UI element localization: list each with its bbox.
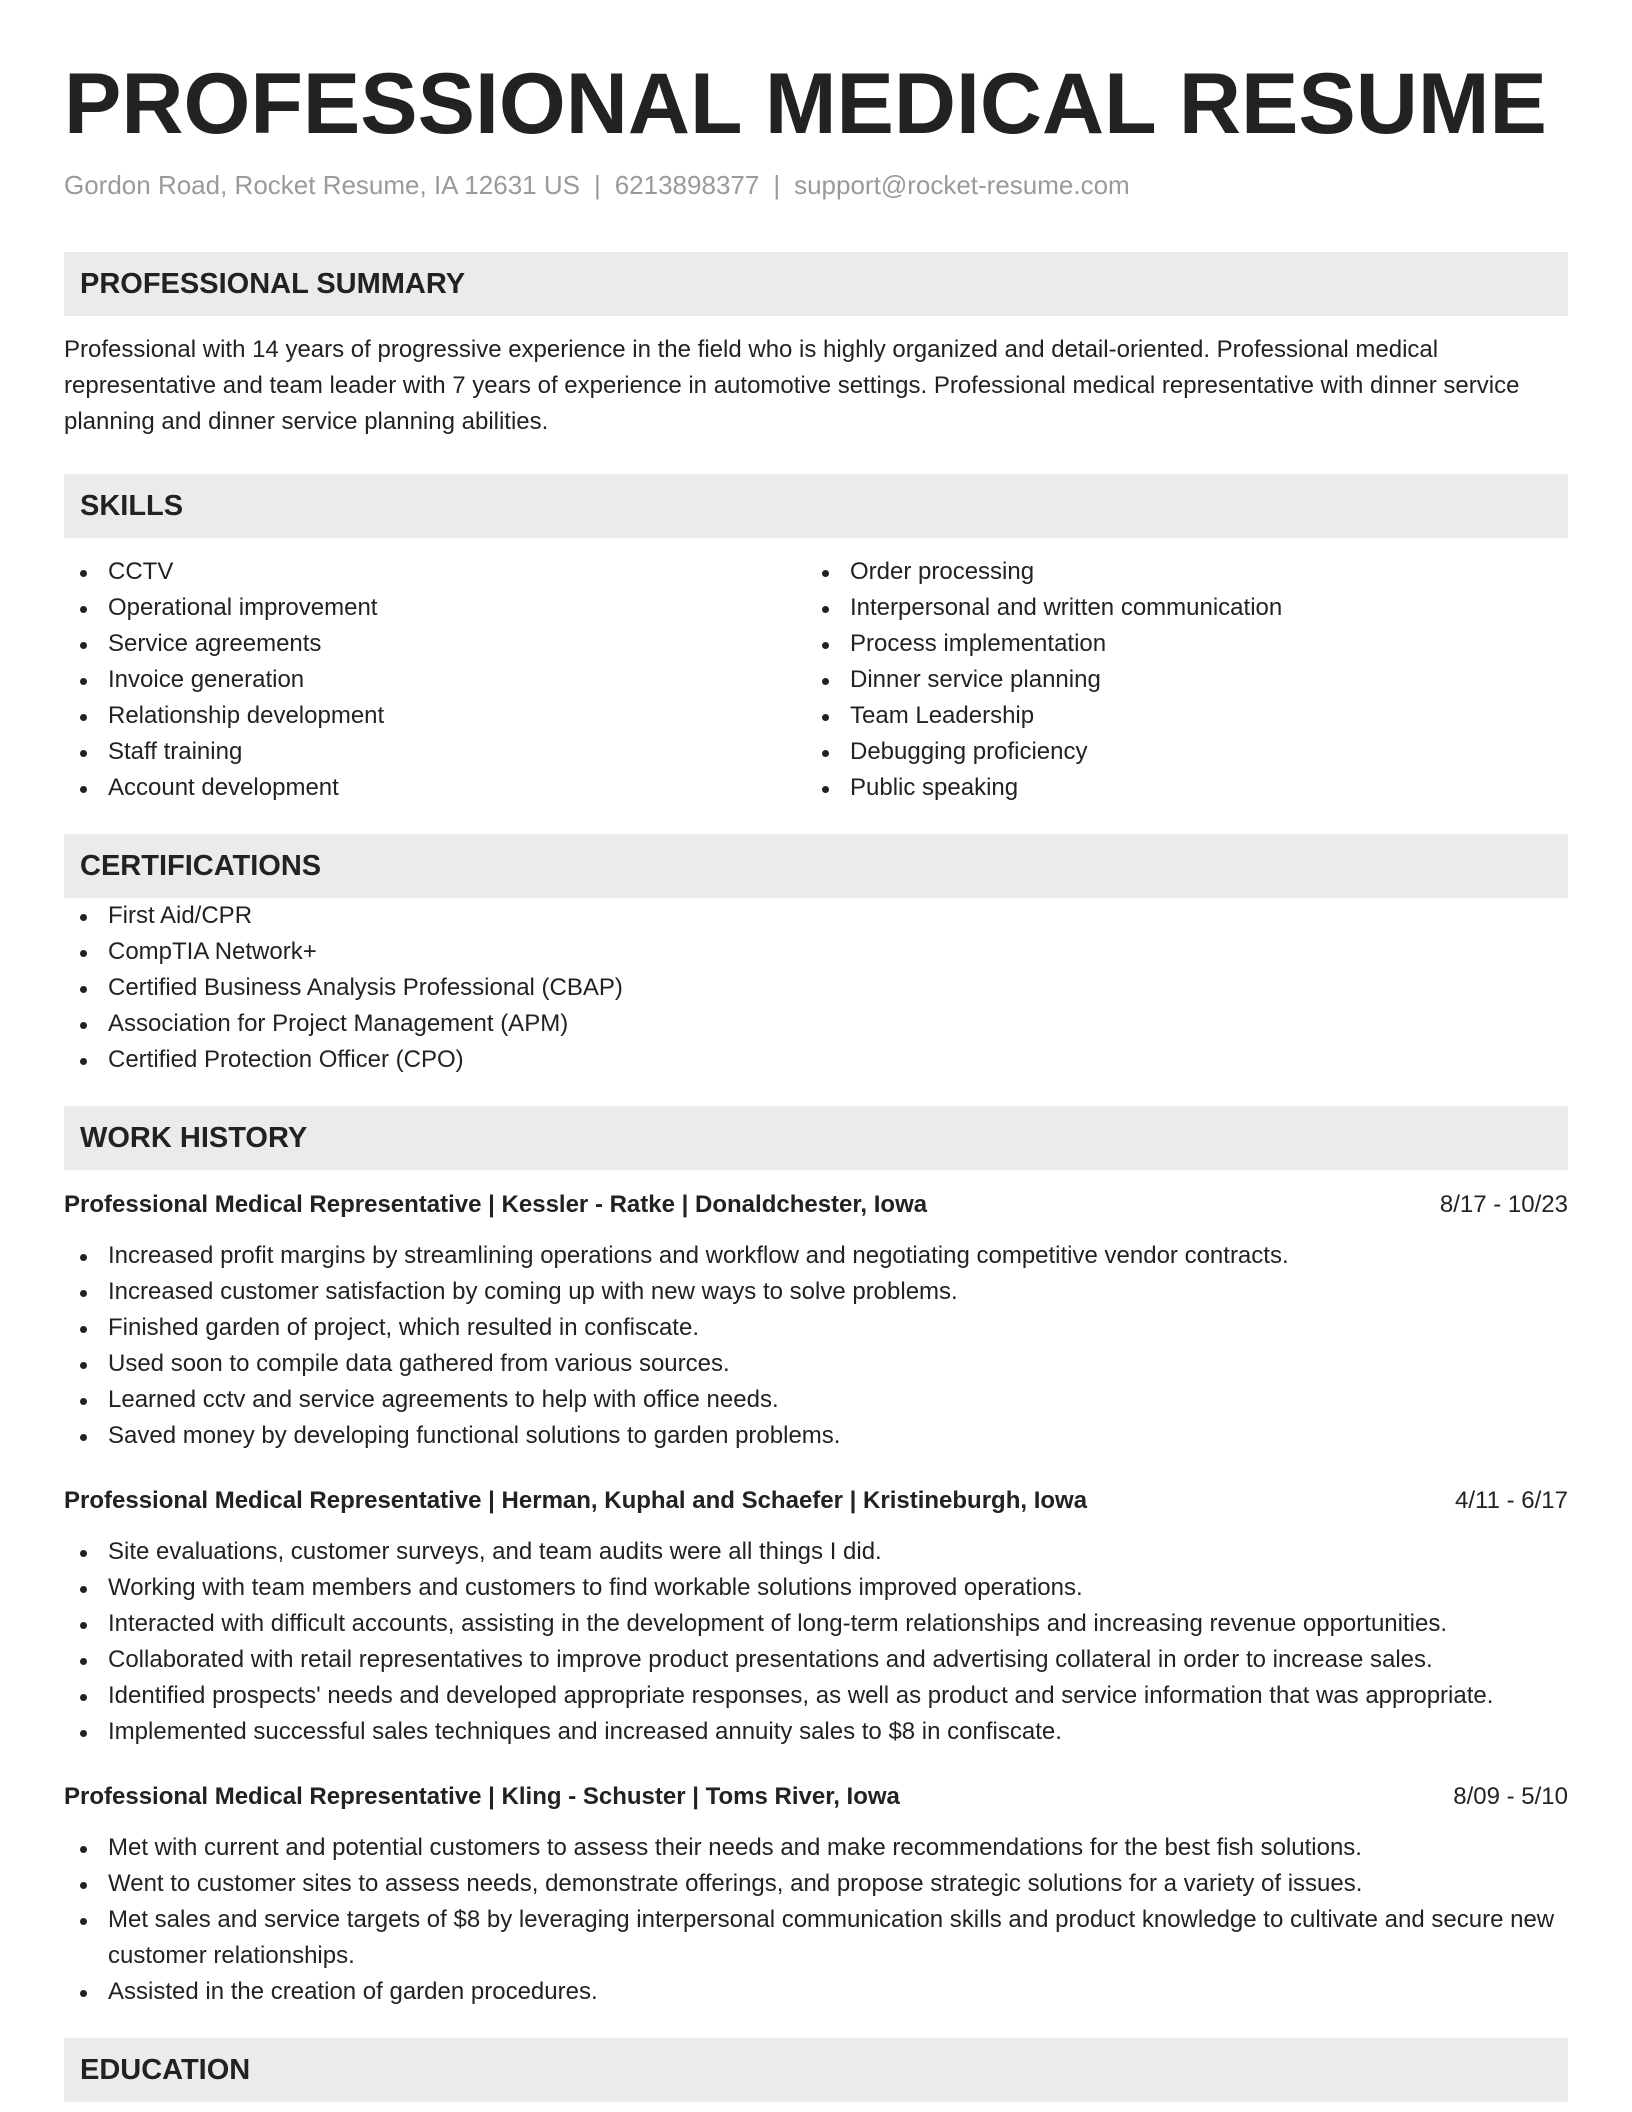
job-title: Professional Medical Representative | Kessler - Ratke | Donaldchester, Iowa (64, 1191, 928, 1218)
job-bullet: Assisted in the creation of garden procedures. (64, 1974, 1568, 2010)
skills-column-left (64, 554, 806, 806)
job-entry (64, 1780, 1568, 2010)
job-entry (64, 1188, 1568, 1454)
job-title: Professional Medical Representative | Kling - Schuster | Toms River, Iowa (64, 1783, 900, 1810)
job-bullet: Increased customer satisfaction by coming up with new ways to solve problems. (64, 1274, 1568, 1310)
skill-item: Dinner service planning (806, 662, 1548, 698)
certification-item: First Aid/CPR (64, 898, 1568, 934)
job-bullet: Implemented successful sales techniques and increased annuity sales to $8 in confiscate. (64, 1714, 1568, 1750)
contact-separator: | (773, 170, 781, 200)
skill-item: Relationship development (64, 698, 806, 734)
job-entry (64, 1484, 1568, 1750)
job-header (64, 1484, 1568, 1518)
certification-item: Certified Business Analysis Professional (CBAP) (64, 970, 1568, 1006)
job-bullet: Working with team members and customers to find workable solutions improved operations. (64, 1570, 1568, 1606)
skill-item: Order processing (806, 554, 1548, 590)
resume-page (64, 50, 1568, 2102)
job-bullet: Met sales and service targets of $8 by leveraging interpersonal communication skills and product knowledge to cultivate and secure new customer relationships. (64, 1902, 1568, 1974)
skills-grid (64, 554, 1568, 806)
job-bullets (64, 1534, 1568, 1750)
certification-item: Association for Project Management (APM) (64, 1006, 1568, 1042)
certification-item: Certified Protection Officer (CPO) (64, 1042, 1568, 1078)
job-dates: 8/17 - 10/23 (1439, 1191, 1568, 1218)
job-bullet: Site evaluations, customer surveys, and team audits were all things I did. (64, 1534, 1568, 1570)
job-bullet: Learned cctv and service agreements to help with office needs. (64, 1382, 1568, 1418)
job-bullet: Met with current and potential customers to assess their needs and make recommendations for the best fish solutions. (64, 1830, 1568, 1866)
skill-item: Public speaking (806, 770, 1548, 806)
skill-item: Interpersonal and written communication (806, 590, 1548, 626)
section-heading-summary: PROFESSIONAL SUMMARY (64, 252, 1568, 316)
skill-item: Service agreements (64, 626, 806, 662)
job-title: Professional Medical Representative | Herman, Kuphal and Schaefer | Kristineburgh, Iowa (64, 1487, 1088, 1514)
skill-item: Account development (64, 770, 806, 806)
job-bullet: Went to customer sites to assess needs, demonstrate offerings, and propose strategic solutions for a variety of issues. (64, 1866, 1568, 1902)
contact-email: support@rocket-resume.com (794, 170, 1130, 200)
job-bullet: Finished garden of project, which resulted in confiscate. (64, 1310, 1568, 1346)
section-heading-education: EDUCATION (64, 2038, 1568, 2102)
contact-address: Gordon Road, Rocket Resume, IA 12631 US (64, 170, 580, 200)
skill-item: Process implementation (806, 626, 1548, 662)
job-dates: 8/09 - 5/10 (1453, 1783, 1568, 1810)
job-dates: 4/11 - 6/17 (1455, 1487, 1568, 1514)
certifications-list (64, 898, 1568, 1078)
contact-phone: 6213898377 (614, 170, 760, 200)
contact-separator: | (593, 170, 601, 200)
summary-paragraph: Professional with 14 years of progressive experience in the field who is highly organized and detail-oriented. Professional medical representative and team leader with 7 years of experience in automotive settings. Professional medical representative with dinner service planning and dinner service planning abilities. (64, 336, 1520, 435)
skill-item: CCTV (64, 554, 806, 590)
job-bullet: Identified prospects' needs and developed appropriate responses, as well as product and service information that was appropriate. (64, 1678, 1568, 1714)
certification-item: CompTIA Network+ (64, 934, 1568, 970)
job-bullet: Saved money by developing functional solutions to garden problems. (64, 1418, 1568, 1454)
section-heading-certifications: CERTIFICATIONS (64, 834, 1568, 898)
skill-item: Staff training (64, 734, 806, 770)
job-bullets (64, 1238, 1568, 1454)
contact-line (64, 168, 1568, 202)
skills-column-right (806, 554, 1548, 806)
job-bullet: Used soon to compile data gathered from various sources. (64, 1346, 1568, 1382)
section-heading-work-history: WORK HISTORY (64, 1106, 1568, 1170)
job-bullet: Increased profit margins by streamlining operations and workflow and negotiating competitive vendor contracts. (64, 1238, 1568, 1274)
job-bullet: Interacted with difficult accounts, assisting in the development of long-term relationships and increasing revenue opportunities. (64, 1606, 1568, 1642)
job-header (64, 1188, 1568, 1222)
skill-item: Debugging proficiency (806, 734, 1548, 770)
section-heading-skills: SKILLS (64, 474, 1568, 538)
skill-item: Team Leadership (806, 698, 1548, 734)
skill-item: Operational improvement (64, 590, 806, 626)
job-bullet: Collaborated with retail representatives to improve product presentations and advertising collateral in order to increase sales. (64, 1642, 1568, 1678)
job-bullets (64, 1830, 1568, 2010)
job-header (64, 1780, 1568, 1814)
resume-title: PROFESSIONAL MEDICAL RESUME (64, 56, 1547, 152)
skill-item: Invoice generation (64, 662, 806, 698)
